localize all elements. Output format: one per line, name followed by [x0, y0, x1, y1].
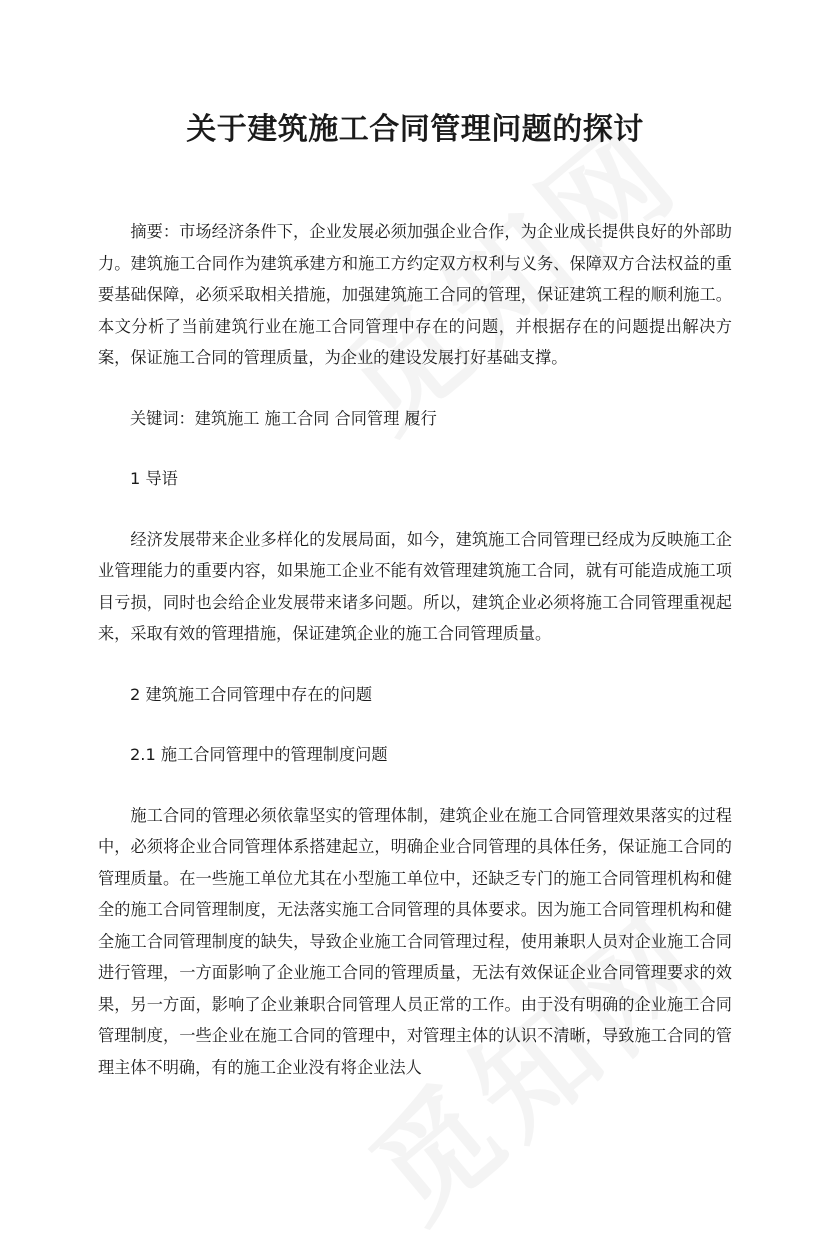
keywords-line: 关键词：建筑施工 施工合同 合同管理 履行 — [130, 408, 437, 428]
abstract-paragraph: 摘要：市场经济条件下，企业发展必须加强企业合作，为企业成长提供良好的外部助力。建筑施工合同作为建筑承建方和施工方约定双方权利与义务、保障双方合法权益的重要基础保障，必须采取相关措施，加强建筑施工合同的管理，保证建筑工程的顺利施工。本文分析了当前建筑行业在施工合同管理中存在的问题，并根据存在的问题提出解决方案，保证施工合同的管理质量，为企业的建设发展打好基础支撑。 — [98, 222, 732, 367]
section-1-heading: 1 导语 — [130, 469, 178, 488]
section-2-heading: 2 建筑施工合同管理中存在的问题 — [130, 684, 373, 704]
section-2-1-heading: 2.1 施工合同管理中的管理制度问题 — [130, 745, 388, 764]
section-1-paragraph: 经济发展带来企业多样化的发展局面，如今，建筑施工合同管理已经成为反映施工企业管理能力的重要内容，如果施工企业不能有效管理建筑施工合同，就有可能造成施工项目亏损，同时也会给企业发展带来诸多问题。所以，建筑企业必须将施工合同管理重视起来，采取有效的管理措施，保证建筑企业的施工合同管理质量。 — [98, 529, 732, 643]
section-2-1-paragraph: 施工合同的管理必须依靠坚实的管理体制，建筑企业在施工合同管理效果落实的过程中，必须将企业合同管理体系搭建起立，明确企业合同管理的具体任务，保证施工合同的管理质量。在一些施工单位尤其在小型施工单位中，还缺乏专门的施工合同管理机构和健全的施工合同管理制度，无法落实施工合同管理的具体要求。因为施工合同管理机构和健全施工合同管理制度的缺失，导致企业施工合同管理过程，使用兼职人员对企业施工合同进行管理，一方面影响了企业施工合同的管理质量，无法有效保证企业合同管理要求的效果，另一方面，影响了企业兼职合同管理人员正常的工作。由于没有明确的企业施工合同管理制度，一些企业在施工合同的管理中，对管理主体的认识不清晰，导致施工合同的管理主体不明确，有的施工企业没有将企业法人 — [98, 805, 732, 1077]
document-title: 关于建筑施工合同管理问题的探讨 — [186, 112, 644, 147]
